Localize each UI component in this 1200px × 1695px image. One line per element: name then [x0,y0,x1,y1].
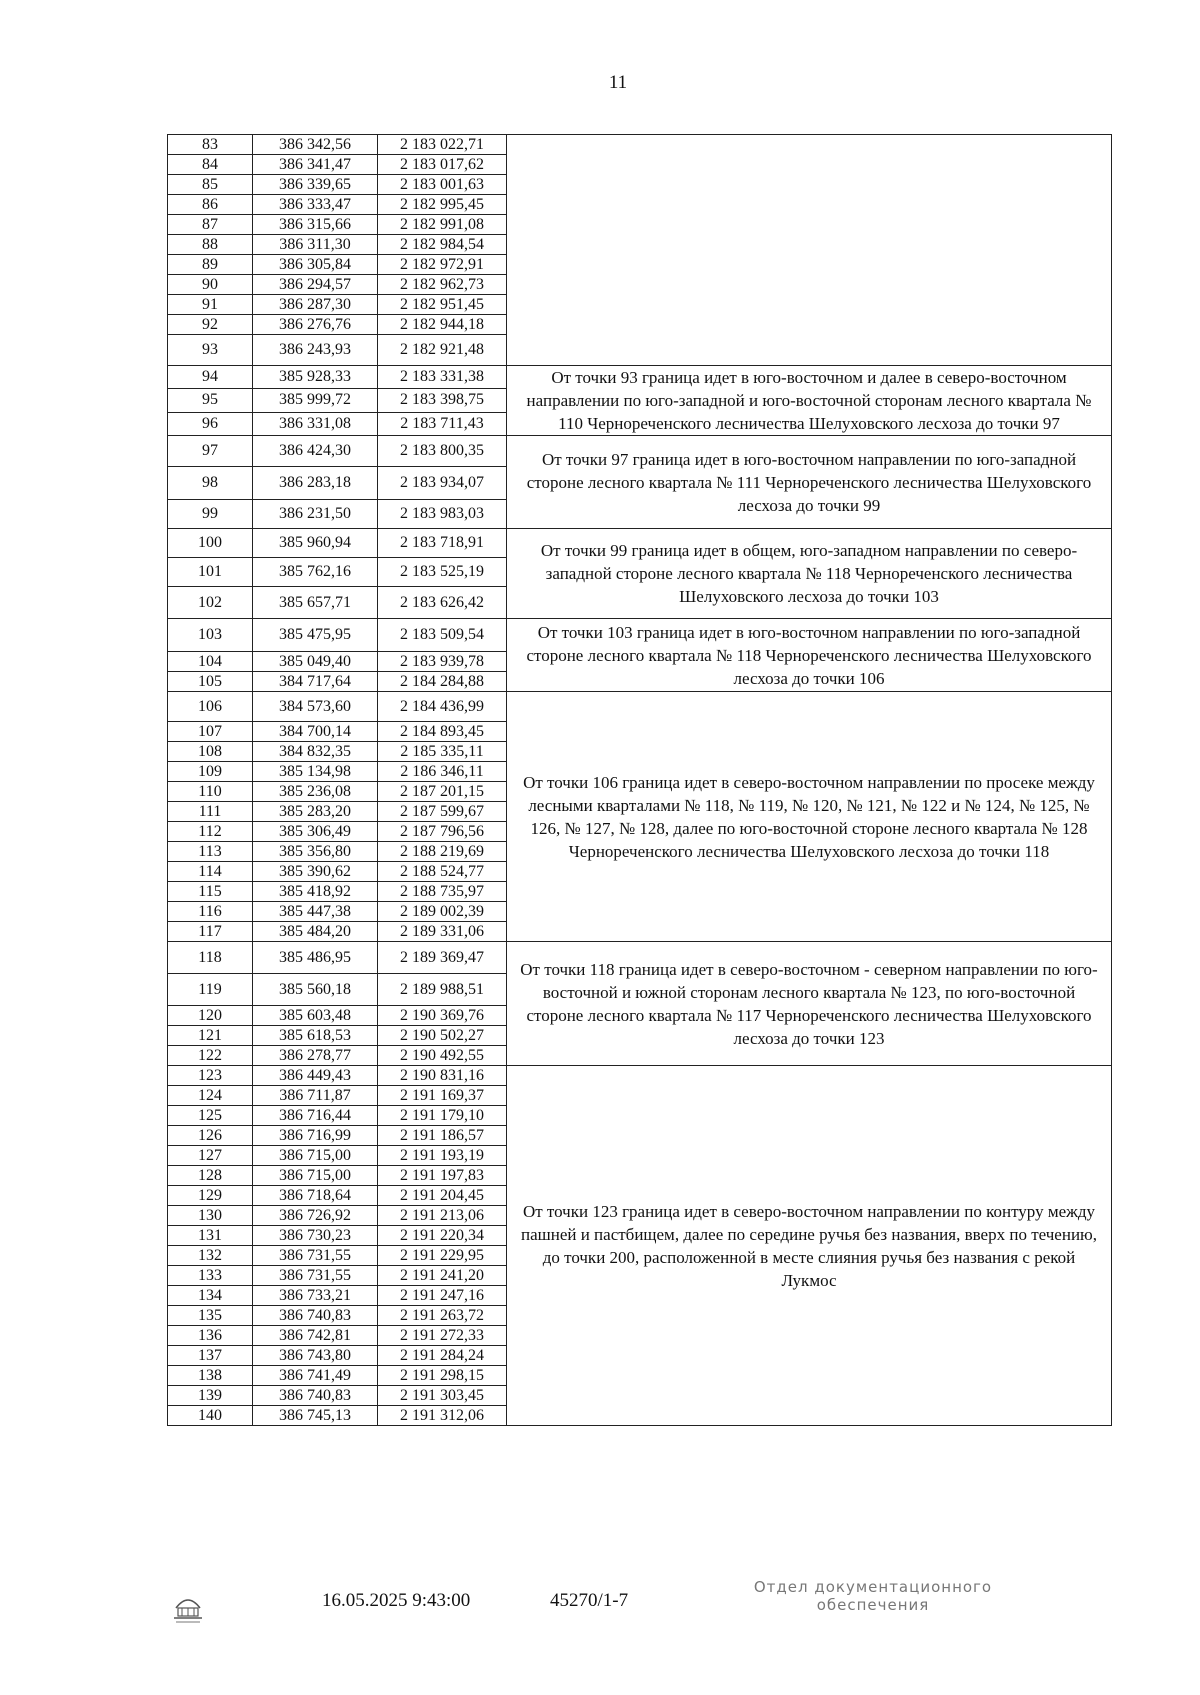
x-coordinate-cell: 385 475,95 [253,619,378,652]
y-coordinate-cell: 2 183 525,19 [378,558,507,587]
x-coordinate-cell: 385 390,62 [253,862,378,882]
point-number-cell: 103 [168,619,253,652]
point-number-cell: 89 [168,255,253,275]
y-coordinate-cell: 2 183 711,43 [378,412,507,435]
point-number-cell: 100 [168,529,253,558]
x-coordinate-cell: 386 716,44 [253,1106,378,1126]
y-coordinate-cell: 2 183 626,42 [378,587,507,619]
y-coordinate-cell: 2 183 017,62 [378,155,507,175]
point-number-cell: 139 [168,1386,253,1406]
point-number-cell: 124 [168,1086,253,1106]
y-coordinate-cell: 2 191 241,20 [378,1266,507,1286]
point-number-cell: 117 [168,922,253,942]
y-coordinate-cell: 2 182 951,45 [378,295,507,315]
point-number-cell: 87 [168,215,253,235]
y-coordinate-cell: 2 183 939,78 [378,652,507,672]
point-number-cell: 111 [168,802,253,822]
table-row [168,1066,1112,1086]
y-coordinate-cell: 2 189 002,39 [378,902,507,922]
y-coordinate-cell: 2 183 331,38 [378,366,507,389]
x-coordinate-cell: 384 717,64 [253,672,378,692]
y-coordinate-cell: 2 191 298,15 [378,1366,507,1386]
x-coordinate-cell: 386 715,00 [253,1166,378,1186]
point-number-cell: 132 [168,1246,253,1266]
x-coordinate-cell: 385 484,20 [253,922,378,942]
x-coordinate-cell: 384 573,60 [253,692,378,722]
table-row [168,692,1112,722]
point-number-cell: 116 [168,902,253,922]
x-coordinate-cell: 386 745,13 [253,1406,378,1426]
duma-logo-icon [168,1578,208,1628]
point-number-cell: 125 [168,1106,253,1126]
point-number-cell: 95 [168,389,253,412]
x-coordinate-cell: 385 306,49 [253,822,378,842]
point-number-cell: 88 [168,235,253,255]
point-number-cell: 138 [168,1366,253,1386]
timestamp: 16.05.2025 9:43:00 [322,1590,471,1611]
x-coordinate-cell: 386 333,47 [253,195,378,215]
table-row [168,529,1112,558]
x-coordinate-cell: 385 447,38 [253,902,378,922]
y-coordinate-cell: 2 183 934,07 [378,467,507,500]
point-number-cell: 137 [168,1346,253,1366]
point-number-cell: 136 [168,1326,253,1346]
x-coordinate-cell: 386 339,65 [253,175,378,195]
page-number: 11 [608,72,628,93]
footer [0,1578,1200,1638]
x-coordinate-cell: 386 331,08 [253,412,378,435]
point-number-cell: 128 [168,1166,253,1186]
y-coordinate-cell: 2 183 001,63 [378,175,507,195]
point-number-cell: 108 [168,742,253,762]
x-coordinate-cell: 386 449,43 [253,1066,378,1086]
point-number-cell: 102 [168,587,253,619]
point-number-cell: 120 [168,1006,253,1026]
x-coordinate-cell: 385 356,80 [253,842,378,862]
x-coordinate-cell: 386 731,55 [253,1246,378,1266]
boundary-description-cell [507,1066,1112,1426]
point-number-cell: 96 [168,412,253,435]
y-coordinate-cell: 2 191 247,16 [378,1286,507,1306]
x-coordinate-cell: 385 960,94 [253,529,378,558]
point-number-cell: 110 [168,782,253,802]
point-number-cell: 115 [168,882,253,902]
y-coordinate-cell: 2 191 229,95 [378,1246,507,1266]
y-coordinate-cell: 2 183 800,35 [378,436,507,467]
point-number-cell: 121 [168,1026,253,1046]
y-coordinate-cell: 2 188 524,77 [378,862,507,882]
stamp-line: обеспечения [816,1596,930,1614]
boundary-description: От точки 99 граница идет в общем, юго-западном направлении по северо-западной стороне лесного квартала № 118 Чернореченского лесничества Шелуховского лесхоза до точки 103 [540,541,1078,606]
x-coordinate-cell: 385 418,92 [253,882,378,902]
point-number-cell: 106 [168,692,253,722]
point-number-cell: 131 [168,1226,253,1246]
boundary-description-cell [507,942,1112,1066]
point-number-cell: 123 [168,1066,253,1086]
boundary-description: От точки 97 граница идет в юго-восточном направлении по юго-западной стороне лесного квартала № 111 Чернореченского лесничества Шелуховского лесхоза до точки 99 [526,449,1092,515]
y-coordinate-cell: 2 190 492,55 [378,1046,507,1066]
x-coordinate-cell: 385 928,33 [253,366,378,389]
table-row [168,366,1112,389]
point-number-cell: 129 [168,1186,253,1206]
y-coordinate-cell: 2 183 022,71 [378,135,507,155]
y-coordinate-cell: 2 189 988,51 [378,974,507,1006]
x-coordinate-cell: 385 560,18 [253,974,378,1006]
point-number-cell: 97 [168,436,253,467]
x-coordinate-cell: 386 305,84 [253,255,378,275]
y-coordinate-cell: 2 188 735,97 [378,882,507,902]
y-coordinate-cell: 2 184 436,99 [378,692,507,722]
x-coordinate-cell: 385 134,98 [253,762,378,782]
x-coordinate-cell: 386 731,55 [253,1266,378,1286]
y-coordinate-cell: 2 182 984,54 [378,235,507,255]
x-coordinate-cell: 385 603,48 [253,1006,378,1026]
point-number-cell: 104 [168,652,253,672]
boundary-description-cell [507,436,1112,529]
x-coordinate-cell: 386 287,30 [253,295,378,315]
x-coordinate-cell: 386 740,83 [253,1306,378,1326]
point-number-cell: 119 [168,974,253,1006]
x-coordinate-cell: 386 715,00 [253,1146,378,1166]
boundary-description-cell [507,135,1112,366]
y-coordinate-cell: 2 182 972,91 [378,255,507,275]
y-coordinate-cell: 2 187 201,15 [378,782,507,802]
x-coordinate-cell: 386 733,21 [253,1286,378,1306]
y-coordinate-cell: 2 191 312,06 [378,1406,507,1426]
y-coordinate-cell: 2 189 331,06 [378,922,507,942]
point-number-cell: 127 [168,1146,253,1166]
point-number-cell: 90 [168,275,253,295]
boundary-description: От точки 118 граница идет в северо-восточном - северном направлении по юго-восточной и южной сторонам лесного квартала № 123, по юго-восточной стороне лесного квартала № 117 Чернореченского лесничества Шелуховского лесхоза до точки 123 [520,959,1098,1048]
point-number-cell: 84 [168,155,253,175]
y-coordinate-cell: 2 191 263,72 [378,1306,507,1326]
y-coordinate-cell: 2 187 796,56 [378,822,507,842]
y-coordinate-cell: 2 191 204,45 [378,1186,507,1206]
point-number-cell: 83 [168,135,253,155]
stamp-line: Отдел документационного [753,1578,993,1596]
x-coordinate-cell: 385 618,53 [253,1026,378,1046]
y-coordinate-cell: 2 191 303,45 [378,1386,507,1406]
point-number-cell: 118 [168,942,253,974]
x-coordinate-cell: 386 424,30 [253,436,378,467]
point-number-cell: 93 [168,335,253,366]
x-coordinate-cell: 385 486,95 [253,942,378,974]
boundary-description: От точки 106 граница идет в северо-восточном направлении по просеке между лесными кварталами № 118, № 119, № 120, № 121, № 122 и № 124, № 125, № 126, № 127, № 128, далее по юго-восточной стороне лесного квартала № 128 Чернореченского лесничества Шелуховского лесхоза до точки 118 [523,772,1095,861]
x-coordinate-cell: 386 711,87 [253,1086,378,1106]
y-coordinate-cell: 2 190 502,27 [378,1026,507,1046]
x-coordinate-cell: 386 741,49 [253,1366,378,1386]
x-coordinate-cell: 386 278,77 [253,1046,378,1066]
y-coordinate-cell: 2 182 944,18 [378,315,507,335]
point-number-cell: 101 [168,558,253,587]
x-coordinate-cell: 386 726,92 [253,1206,378,1226]
y-coordinate-cell: 2 187 599,67 [378,802,507,822]
point-number-cell: 92 [168,315,253,335]
y-coordinate-cell: 2 189 369,47 [378,942,507,974]
x-coordinate-cell: 386 743,80 [253,1346,378,1366]
point-number-cell: 99 [168,500,253,529]
y-coordinate-cell: 2 183 983,03 [378,500,507,529]
x-coordinate-cell: 384 700,14 [253,722,378,742]
point-number-cell: 91 [168,295,253,315]
department-stamp [728,1578,1018,1614]
x-coordinate-cell: 386 716,99 [253,1126,378,1146]
boundary-description-cell [507,619,1112,692]
x-coordinate-cell: 385 657,71 [253,587,378,619]
table-row [168,436,1112,467]
y-coordinate-cell: 2 184 284,88 [378,672,507,692]
y-coordinate-cell: 2 182 995,45 [378,195,507,215]
boundary-description-cell [507,692,1112,942]
x-coordinate-cell: 385 236,08 [253,782,378,802]
y-coordinate-cell: 2 191 186,57 [378,1126,507,1146]
y-coordinate-cell: 2 191 197,83 [378,1166,507,1186]
x-coordinate-cell: 385 999,72 [253,389,378,412]
document-number: 45270/1-7 [550,1590,629,1611]
point-number-cell: 86 [168,195,253,215]
y-coordinate-cell: 2 186 346,11 [378,762,507,782]
point-number-cell: 105 [168,672,253,692]
point-number-cell: 107 [168,722,253,742]
x-coordinate-cell: 386 311,30 [253,235,378,255]
boundary-description: От точки 93 граница идет в юго-восточном и далее в северо-восточном направлении по юго-западной и юго-восточной сторонам лесного квартала № 110 Чернореченского лесничества Шелуховского лесхоза до точки 97 [526,368,1092,433]
y-coordinate-cell: 2 184 893,45 [378,722,507,742]
point-number-cell: 85 [168,175,253,195]
x-coordinate-cell: 386 243,93 [253,335,378,366]
y-coordinate-cell: 2 183 509,54 [378,619,507,652]
point-number-cell: 135 [168,1306,253,1326]
x-coordinate-cell: 386 341,47 [253,155,378,175]
y-coordinate-cell: 2 190 831,16 [378,1066,507,1086]
point-number-cell: 112 [168,822,253,842]
boundary-description: От точки 103 граница идет в юго-восточном направлении по юго-западной стороне лесного квартала № 118 Чернореченского лесничества Шелуховского лесхоза до точки 106 [526,622,1092,688]
x-coordinate-cell: 386 740,83 [253,1386,378,1406]
coordinates-table [167,134,1112,1426]
point-number-cell: 113 [168,842,253,862]
point-number-cell: 114 [168,862,253,882]
table-row [168,942,1112,974]
point-number-cell: 122 [168,1046,253,1066]
x-coordinate-cell: 385 283,20 [253,802,378,822]
table-row [168,135,1112,155]
y-coordinate-cell: 2 191 220,34 [378,1226,507,1246]
x-coordinate-cell: 386 730,23 [253,1226,378,1246]
x-coordinate-cell: 384 832,35 [253,742,378,762]
x-coordinate-cell: 386 342,56 [253,135,378,155]
y-coordinate-cell: 2 182 991,08 [378,215,507,235]
x-coordinate-cell: 386 718,64 [253,1186,378,1206]
x-coordinate-cell: 385 762,16 [253,558,378,587]
y-coordinate-cell: 2 183 718,91 [378,529,507,558]
x-coordinate-cell: 386 315,66 [253,215,378,235]
x-coordinate-cell: 386 294,57 [253,275,378,295]
point-number-cell: 130 [168,1206,253,1226]
y-coordinate-cell: 2 191 272,33 [378,1326,507,1346]
point-number-cell: 134 [168,1286,253,1306]
boundary-description: От точки 123 граница идет в северо-восточном направлении по контуру между пашней и пастбищем, далее по середине ручья без названия, вверх по течению, до точки 200, расположенной в месте слияния ручья без названия с рекой Лукмос [520,1201,1097,1290]
point-number-cell: 126 [168,1126,253,1146]
x-coordinate-cell: 386 742,81 [253,1326,378,1346]
y-coordinate-cell: 2 190 369,76 [378,1006,507,1026]
y-coordinate-cell: 2 191 193,19 [378,1146,507,1166]
x-coordinate-cell: 385 049,40 [253,652,378,672]
point-number-cell: 133 [168,1266,253,1286]
y-coordinate-cell: 2 182 962,73 [378,275,507,295]
y-coordinate-cell: 2 185 335,11 [378,742,507,762]
y-coordinate-cell: 2 191 284,24 [378,1346,507,1366]
x-coordinate-cell: 386 283,18 [253,467,378,500]
boundary-description-cell [507,529,1112,619]
y-coordinate-cell: 2 191 179,10 [378,1106,507,1126]
y-coordinate-cell: 2 191 213,06 [378,1206,507,1226]
y-coordinate-cell: 2 182 921,48 [378,335,507,366]
point-number-cell: 94 [168,366,253,389]
x-coordinate-cell: 386 231,50 [253,500,378,529]
point-number-cell: 98 [168,467,253,500]
point-number-cell: 109 [168,762,253,782]
y-coordinate-cell: 2 183 398,75 [378,389,507,412]
table-row [168,619,1112,652]
x-coordinate-cell: 386 276,76 [253,315,378,335]
point-number-cell: 140 [168,1406,253,1426]
y-coordinate-cell: 2 188 219,69 [378,842,507,862]
boundary-description-cell [507,366,1112,436]
y-coordinate-cell: 2 191 169,37 [378,1086,507,1106]
